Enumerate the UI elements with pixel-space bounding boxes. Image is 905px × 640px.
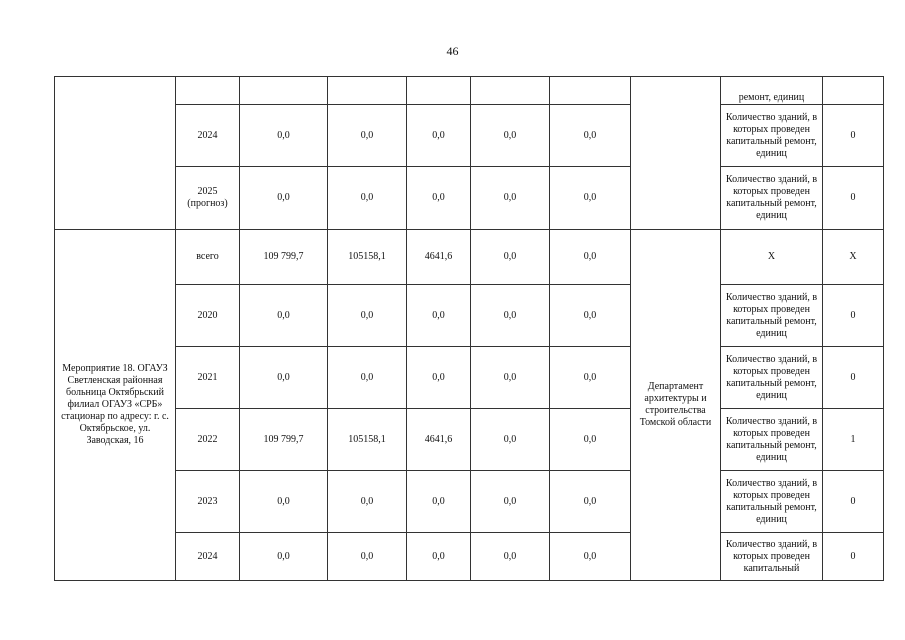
value-cell: 0,0: [240, 285, 328, 347]
table-row: [55, 77, 884, 105]
value-cell: 0,0: [407, 347, 471, 409]
period-cell: 2020: [176, 285, 240, 347]
indicator-cell: Количество зданий, в которых проведен капитальный: [721, 533, 823, 581]
indicator-cell: Количество зданий, в которых проведен капитальный ремонт, единиц: [721, 285, 823, 347]
event-name-cell: Мероприятие 18. ОГАУЗ Светленская районная больница Октябрьский филиал ОГАУЗ «СРБ» стационар по адресу: г. с. Октябрьское, ул. Заводская, 16: [55, 230, 176, 581]
value-cell: 0,0: [471, 533, 550, 581]
value-cell: 0,0: [240, 167, 328, 230]
value-cell: 0,0: [550, 347, 631, 409]
indicator-cell: ремонт, единиц: [721, 77, 823, 105]
indicator-cell: Количество зданий, в которых проведен капитальный ремонт, единиц: [721, 167, 823, 230]
value-cell: 0,0: [240, 471, 328, 533]
value-cell: 0,0: [471, 471, 550, 533]
indicator-value-cell: 0: [823, 105, 884, 167]
value-cell: 0,0: [550, 167, 631, 230]
period-cell: 2023: [176, 471, 240, 533]
period-cell: всего: [176, 230, 240, 285]
period-cell: 2021: [176, 347, 240, 409]
value-cell: 0,0: [550, 409, 631, 471]
table-row: [55, 409, 884, 471]
table-row: [55, 167, 884, 230]
value-cell: 0,0: [471, 347, 550, 409]
value-cell: [471, 77, 550, 105]
indicator-value-cell: 0: [823, 471, 884, 533]
indicator-cell: Количество зданий, в которых проведен капитальный ремонт, единиц: [721, 471, 823, 533]
value-cell: 0,0: [550, 471, 631, 533]
indicator-cell: X: [721, 230, 823, 285]
value-cell: 0,0: [407, 471, 471, 533]
indicator-cell: Количество зданий, в которых проведен капитальный ремонт, единиц: [721, 105, 823, 167]
value-cell: 0,0: [328, 285, 407, 347]
value-cell: 0,0: [328, 167, 407, 230]
value-cell: 0,0: [471, 230, 550, 285]
value-cell: 0,0: [471, 167, 550, 230]
indicator-cell: Количество зданий, в которых проведен капитальный ремонт, единиц: [721, 409, 823, 471]
value-cell: 4641,6: [407, 230, 471, 285]
period-cell: 2025 (прогноз): [176, 167, 240, 230]
program-table: [54, 76, 884, 581]
indicator-cell: Количество зданий, в которых проведен капитальный ремонт, единиц: [721, 347, 823, 409]
value-cell: [240, 77, 328, 105]
indicator-value-cell: 0: [823, 167, 884, 230]
prev-department-cell: [631, 77, 721, 230]
indicator-value-cell: 1: [823, 409, 884, 471]
indicator-value-cell: 0: [823, 285, 884, 347]
value-cell: 0,0: [328, 105, 407, 167]
table-row: [55, 105, 884, 167]
value-cell: [328, 77, 407, 105]
value-cell: 105158,1: [328, 230, 407, 285]
period-cell: 2024: [176, 105, 240, 167]
period-cell: 2024: [176, 533, 240, 581]
department-cell: Департамент архитектуры и строительства Томской области: [631, 230, 721, 581]
indicator-value-cell: X: [823, 230, 884, 285]
table-row: [55, 471, 884, 533]
value-cell: 109 799,7: [240, 409, 328, 471]
value-cell: 0,0: [328, 347, 407, 409]
value-cell: 0,0: [550, 230, 631, 285]
value-cell: 0,0: [407, 285, 471, 347]
value-cell: 0,0: [471, 409, 550, 471]
indicator-value-cell: [823, 77, 884, 105]
value-cell: 0,0: [471, 105, 550, 167]
value-cell: 0,0: [240, 533, 328, 581]
page-number: 46: [446, 44, 459, 58]
value-cell: 4641,6: [407, 409, 471, 471]
value-cell: 0,0: [550, 105, 631, 167]
period-cell: [176, 77, 240, 105]
value-cell: 0,0: [550, 285, 631, 347]
table-row: [55, 285, 884, 347]
value-cell: 0,0: [328, 533, 407, 581]
value-cell: 0,0: [240, 105, 328, 167]
table-row: [55, 230, 884, 285]
period-cell: 2022: [176, 409, 240, 471]
value-cell: 0,0: [240, 347, 328, 409]
table-row: [55, 347, 884, 409]
prev-event-cell: [55, 77, 176, 230]
value-cell: 0,0: [407, 105, 471, 167]
table-row: [55, 533, 884, 581]
value-cell: 105158,1: [328, 409, 407, 471]
value-cell: 0,0: [407, 533, 471, 581]
indicator-value-cell: 0: [823, 347, 884, 409]
value-cell: [550, 77, 631, 105]
value-cell: [407, 77, 471, 105]
value-cell: 109 799,7: [240, 230, 328, 285]
indicator-value-cell: 0: [823, 533, 884, 581]
value-cell: 0,0: [550, 533, 631, 581]
value-cell: 0,0: [471, 285, 550, 347]
value-cell: 0,0: [328, 471, 407, 533]
value-cell: 0,0: [407, 167, 471, 230]
